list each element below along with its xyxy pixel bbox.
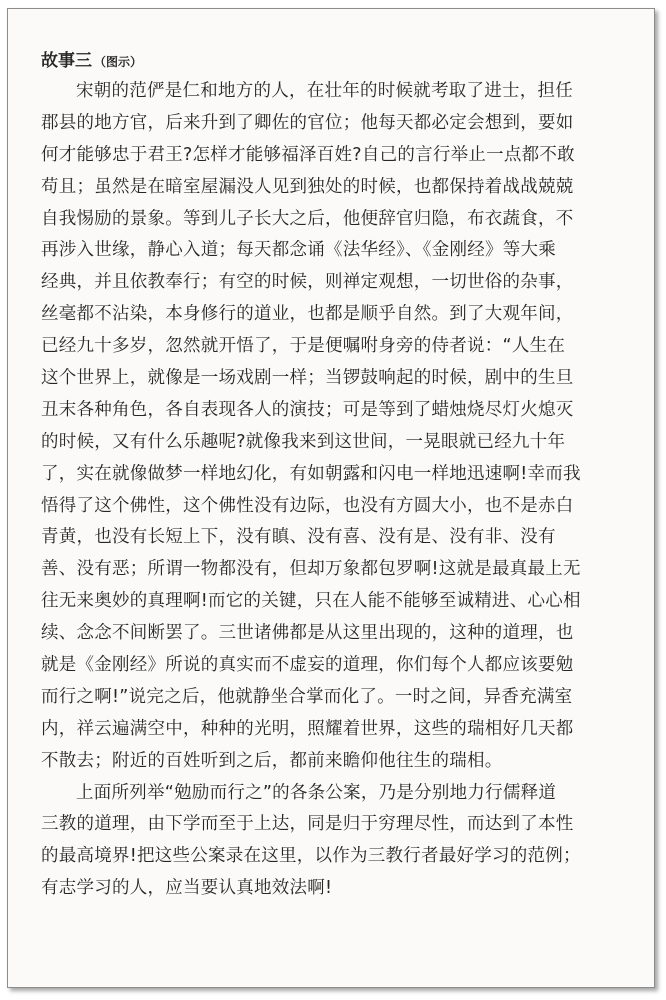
page-frame: [7, 8, 655, 988]
text-line: 丝毫都不沾染，本身修行的道业，也都是顺乎自然。到了大观年间，: [41, 304, 574, 325]
text-line: 自我惕励的景象。等到儿子长大之后，他便辞官归隐，布衣蔬食，不: [41, 208, 574, 229]
text-line: 宋朝的范俨是仁和地方的人，在壮年的时候就考取了进士，担任: [76, 81, 573, 101]
text-line: 何才能够忠于君王?怎样才能够福泽百姓?自己的言行举止一点都不敢: [41, 144, 575, 165]
text-line: 已经九十多岁，忽然就开悟了，于是便嘱咐身旁的侍者说：“人生在: [41, 336, 566, 357]
page-content: [41, 46, 647, 905]
text-line: 再涉入世缘，静心入道；每天都念诵《法华经》、《金刚经》等大乘: [41, 240, 556, 261]
text-line: 不散去；附近的百姓听到之后，都前来瞻仰他往生的瑞相。: [41, 750, 503, 771]
text-line: 三教的道理，由下学而至于上达，同是归于穷理尽性，而达到了本性: [41, 814, 574, 835]
text-line: 苟且；虽然是在暗室屋漏没人见到独处的时候，也都保持着战战兢兢: [41, 176, 574, 197]
text-line: 丑末各种角色，各自表现各人的演技；可是等到了蜡烛烧尽灯火熄灭: [41, 399, 574, 420]
text-line: 上面所列举“勉励而行之”的各条公案，乃是分别地力行儒释道: [76, 782, 557, 803]
text-line: 往无来奥妙的真理啊!而它的关键，只在人能不能够至诚精进、心心相: [41, 591, 581, 612]
text-line: 的最高境界!把这些公案录在这里，以作为三教行者最好学习的范例；: [41, 846, 581, 867]
text-line: 就是《金刚经》所说的真实而不虚妄的道理，你们每个人都应该要勉: [41, 655, 574, 676]
text-line: 了，实在就像做梦一样地幻化，有如朝露和闪电一样地迅速啊!幸而我: [41, 463, 581, 484]
text-line: 悟得了这个佛性，这个佛性没有边际，也没有方圆大小，也不是赤白: [41, 495, 574, 516]
text-line: 善、没有恶；所谓一物都没有，但却万象都包罗啊!这就是最真最上无: [41, 559, 581, 580]
text-line: 续、念念不间断罢了。三世诸佛都是从这里出现的，这种的道理，也: [41, 623, 574, 644]
text-line: 郡县的地方官，后来升到了卿佐的官位；他每天都必定会想到，要如: [41, 112, 574, 133]
text-line: 的时候，又有什么乐趣呢?就像我来到这世间，一晃眼就已经九十年: [41, 431, 566, 452]
paragraph-1: [41, 76, 647, 778]
paragraph-2: [41, 778, 647, 906]
story-note: （图示）: [94, 55, 143, 69]
text-line: 这个世界上，就像是一场戏剧一样；当锣鼓响起的时候，剧中的生旦: [41, 368, 574, 389]
text-line: 有志学习的人，应当要认真地效法啊!: [41, 878, 333, 899]
text-line: 经典，并且依教奉行；有空的时候，则禅定观想，一切世俗的杂事，: [41, 272, 574, 293]
story-heading: [41, 46, 647, 76]
text-line: 内，祥云遍满空中，种种的光明，照耀着世界，这些的瑞相好几天都: [41, 718, 574, 739]
story-title: 故事三: [41, 51, 92, 71]
text-line: 而行之啊!”说完之后，他就静坐合掌而化了。一时之间，异香充满室: [41, 686, 573, 707]
text-line: 青黄，也没有长短上下，没有瞋、没有喜、没有是、没有非、没有: [41, 527, 556, 548]
